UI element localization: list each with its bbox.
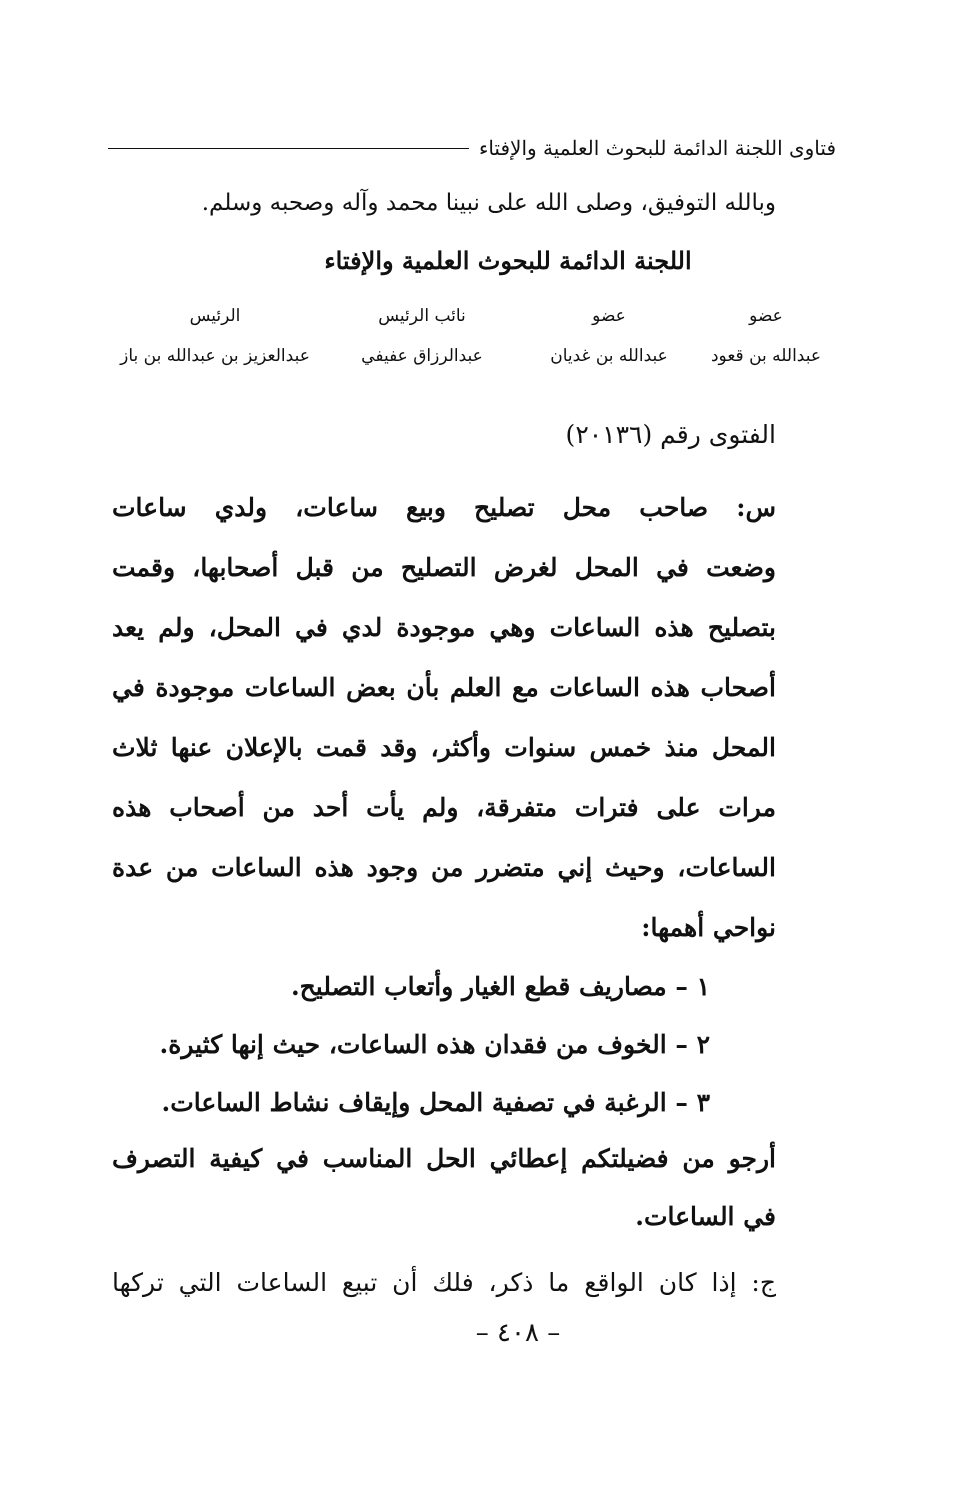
page-number: – ٤٠٨ – — [475, 1318, 561, 1348]
signatory-role: عضو — [592, 306, 626, 326]
question-line: وضعت في المحل لغرض التصليح من قبل أصحابها، وقمت — [112, 553, 776, 582]
question-line: نواحي أهمها: — [641, 913, 776, 942]
question-line: الساعات، وحيث إني متضرر من وجود هذه الساعات من عدة — [112, 853, 776, 882]
fatwa-number: الفتوى رقم (٢٠١٣٦) — [565, 420, 776, 449]
request-line: في الساعات. — [635, 1202, 776, 1231]
signatory-name: عبدالله بن غديان — [550, 346, 668, 366]
list-item: ١ – مصاريف قطع الغيار وأتعاب التصليح. — [290, 972, 710, 1001]
question-line: المحل منذ خمس سنوات وأكثر، وقد قمت بالإعلان عنها ثلاث — [112, 733, 776, 762]
running-header — [108, 128, 836, 168]
running-title: فتاوى اللجنة الدائمة للبحوث العلمية والإفتاء — [478, 136, 836, 160]
question-line: مرات على فترات متفرقة، ولم يأت أحد من أصحاب هذه — [112, 793, 776, 822]
list-item: ٣ – الرغبة في تصفية المحل وإيقاف نشاط الساعات. — [161, 1088, 710, 1117]
closing-line: وبالله التوفيق، وصلى الله على نبينا محمد وآله وصحبه وسلم. — [201, 190, 776, 216]
header-rule — [108, 148, 469, 149]
question-list — [112, 958, 778, 1132]
request-line: أرجو من فضيلتكم إعطائي الحل المناسب في كيفية التصرف — [112, 1144, 776, 1173]
question-line: س: صاحب محل تصليح وبيع ساعات، ولدي ساعات — [112, 493, 776, 522]
answer-text: ج: إذا كان الواقع ما ذكر، فلك أن تبيع الساعات التي تركها — [112, 1268, 776, 1297]
question-line: أصحاب هذه الساعات مع العلم بأن بعض الساعات موجودة في — [112, 673, 776, 702]
signatory-names — [115, 346, 826, 366]
question-text — [112, 478, 776, 958]
signatory-name: عبدالله بن قعود — [710, 346, 821, 366]
signatory-role: نائب الرئيس — [378, 306, 466, 326]
signatory-roles — [115, 306, 826, 326]
committee-title: اللجنة الدائمة للبحوث العلمية والإفتاء — [324, 246, 692, 275]
question-line: بتصليح هذه الساعات وهي موجودة لدي في المحل، ولم يعد — [112, 613, 776, 642]
request-text — [112, 1130, 776, 1246]
signatory-name: عبدالعزيز بن عبدالله بن باز — [120, 346, 310, 366]
signatory-role: عضو — [749, 306, 783, 326]
signatory-name: عبدالرزاق عفيفي — [361, 346, 483, 366]
signatory-role: الرئيس — [189, 306, 241, 326]
list-item: ٢ – الخوف من فقدان هذه الساعات، حيث إنها كثيرة. — [159, 1030, 710, 1059]
